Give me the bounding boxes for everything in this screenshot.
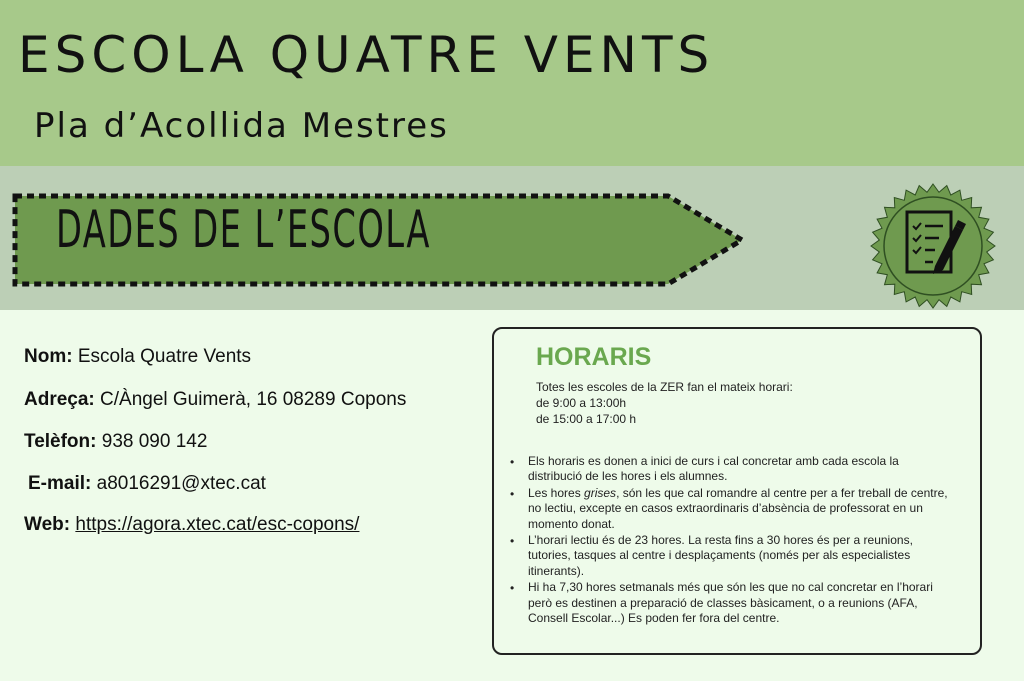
name-row (24, 346, 251, 368)
schedule-intro: Totes les escoles de la ZER fan el mateix horari: (536, 380, 793, 394)
email-label: E-mail: (28, 473, 92, 494)
checklist-pencil-icon (869, 182, 997, 310)
phone-row (24, 431, 207, 453)
bullet2-pre: Les hores (528, 485, 585, 500)
horaris-title: HORARIS (536, 343, 652, 371)
email-value: a8016291@xtec.cat (96, 473, 266, 494)
schedule-morning: de 9:00 a 13:00h (536, 396, 627, 410)
header-banner (0, 0, 1024, 166)
phone-label: Telèfon: (24, 431, 97, 452)
school-title: ESCOLA QUATRE VENTS (18, 26, 715, 84)
list-item (510, 486, 950, 532)
address-value: C/Àngel Guimerà, 16 08289 Copons (100, 389, 407, 410)
plan-subtitle: Pla d’Acollida Mestres (34, 106, 449, 146)
name-value: Escola Quatre Vents (77, 346, 252, 367)
list-item: • L’horari lectiu és de 23 hores. La resta fins a 30 hores és per a reunions, tutories, tasques al centre i desplaçaments (només per als especialistes itinerants). (510, 533, 950, 579)
list-item: • Els horaris es donen a inici de curs i cal concretar amb cada escola la distribució de les hores i els alumnes. (510, 454, 950, 485)
phone-value: 938 090 142 (101, 431, 208, 452)
section-title: DADES DE L’ESCOLA (56, 200, 431, 260)
address-row (24, 389, 406, 411)
schedule-text (536, 379, 793, 427)
bullet2-emphasis: grises (584, 485, 617, 500)
web-row (24, 514, 359, 536)
schedule-afternoon: de 15:00 a 17:00 h (536, 412, 637, 426)
bullet2-post: , són les que cal romandre al centre per a fer treball de centre, no lectiu, excepte en casos extraordinaris d’absència de professorat en un momento donat. (528, 485, 948, 531)
email-row (28, 473, 266, 495)
web-link[interactable]: https://agora.xtec.cat/esc-copons/ (75, 514, 360, 535)
horaris-box (492, 327, 982, 655)
web-label: Web: (24, 514, 71, 535)
list-item: • Hi ha 7,30 hores setmanals més que són les que no cal concretar en l’horari però es destinen a preparació de classes bàsicament, o a reunions (AFA, Consell Escolar...) Es poden fer fora del centre. (510, 580, 950, 626)
name-label: Nom: (24, 346, 73, 367)
address-label: Adreça: (24, 389, 95, 410)
horaris-notes (510, 454, 950, 627)
